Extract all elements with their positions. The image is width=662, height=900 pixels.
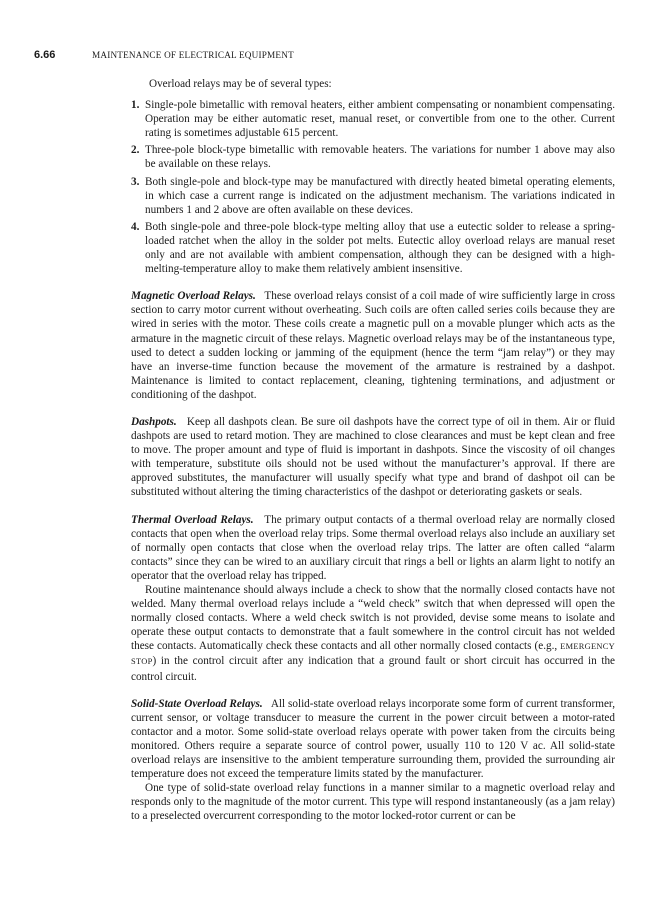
list-item-text: Three-pole block-type bimetallic with removable heaters. The variations for number 1 above may also be available on these relays. [145,144,615,171]
page-body [131,77,615,824]
section-paragraph: One type of solid-state overload relay functions in a manner similar to a magnetic overload relay and responds only to the magnitude of the motor current. This type will respond instantaneously (as a jam relay) to a preselected overcurrent corresponding to the motor locked-rotor current or can be [131,782,615,823]
list-item-text: Both single-pole and three-pole block-type melting alloy that use a eutectic solder to release a spring-loaded ratchet when the alloy in the solder pot melts. Eutectic alloy overload relays are manual reset only and are not available with ambient compensation, although they can be designed with a high-melting-temperature alloy to make them relatively ambient insensitive. [145,220,615,276]
section-text: These overload relays consist of a coil made of wire sufficiently large in cross section to carry motor current without overheating. Such coils are often called series coils because they are wired in series with the motor. These coils create a magnetic pull on a movable plunger which acts as the armature in the magnetic circuit of these relays. Magnetic overload relays may be of the instantaneous type, used to detect a sudden locking or jamming of the equipment (hence the term “jam relay”) or they may have an inverse-time function because the movement of the armature is restrained by a dashpot. Maintenance is limited to contact replacement, cleaning, tightening terminations, and adjustment or conditioning of the dashpot. [131,290,615,401]
section-paragraph [131,697,615,782]
list-item [131,98,615,140]
list-item-number: 1. [131,99,140,112]
page-number: 6.66 [34,49,56,61]
intro-paragraph: Overload relays may be of several types: [149,78,332,90]
section-heading: Magnetic Overload Relays. [131,290,256,303]
emergency-stop-smallcaps: EMERGENCY STOP [131,642,616,667]
list-item-text: Single-pole bimetallic with removal heaters, either ambient compensating or nonambient compensating. Operation may be either automatic reset, manual reset, or convertible from one to the other. Current rating is sometimes adjustable 615 percent. [145,99,615,140]
list-item-number: 4. [131,220,140,233]
list-item-number: 2. [131,144,140,157]
section-heading: Dashpots. [131,415,177,428]
section-magnetic-overload-relays [131,289,615,402]
section-heading: Solid-State Overload Relays. [131,697,263,710]
section-paragraph [131,583,615,684]
section-paragraph [131,415,615,500]
section-paragraph [131,513,615,583]
section-dashpots [131,415,615,500]
page-header [34,49,634,63]
section-thermal-overload-relays [131,513,615,684]
list-item [131,175,615,217]
section-text: Routine maintenance should always include a check to show that the normally closed contacts have not welded. Many thermal overload relays include a “weld check” switch that when depressed will open the normally closed contacts. Where a weld check switch is not provided, devise some means to isolate and operate these output contacts to demonstrate that a fault somewhere in the control circuit has not welded these contacts. Automatically check these contacts and all other normally closed contacts (e.g., [131,584,615,653]
section-text: ) in the control circuit after any indication that a ground fault or short circuit has occurred in the control circuit. [131,655,615,683]
list-item [131,143,615,171]
relay-types-list [131,98,615,276]
list-item [131,220,615,276]
section-paragraph [131,289,615,402]
section-heading: Thermal Overload Relays. [131,513,254,526]
list-item-number: 3. [131,175,140,188]
section-solid-state-overload-relays [131,697,615,824]
list-item-text: Both single-pole and block-type may be manufactured with directly heated bimetal operating elements, in which case a current range is indicated on the adjustment mechanism. The variations indicated in numbers 1 and 2 above are often available on these devices. [145,175,615,216]
section-text: Keep all dashpots clean. Be sure oil dashpots have the correct type of oil in them. Air or fluid dashpots are used to retard motion. They are machined to close clearances and must be kept clean and free to move. The proper amount and type of fluid is important in dashpots. Since the viscosity of oil changes with temperature, substitute oils should not be used without the manufacturer’s approval. If there are approved substitutes, the manufacturer will usually specify what type and brand of dashpot oil can be substituted without altering the timing characteristics of the dashpot or deteriorating gaskets or seals. [131,415,615,499]
running-head: MAINTENANCE OF ELECTRICAL EQUIPMENT [92,50,294,60]
section-text: The primary output contacts of a thermal overload relay are normally closed contacts that open when the overload relay trips. Some thermal overload relays also include an auxiliary set of normally open contacts that close when the overload relay trips. The latter are often called “alarm contacts” since they can be wired to an auxiliary circuit that rings a bell or lights an alarm light to notify an operator that the overload relay has tripped. [131,513,615,582]
section-text: All solid-state overload relays incorporate some form of current transformer, current sensor, or voltage transducer to measure the current in the power circuit between a motor-rated contactor and a motor. Some solid-state overload relays operate with power taken from the circuits being monitored. Others require a separate source of control power, usually 110 to 120 V ac. All solid-state overload relays are insensitive to the ambient temperature surrounding them, provided the surrounding air temperature does not exceed the temperature limits stated by the manufacturer. [131,697,615,781]
